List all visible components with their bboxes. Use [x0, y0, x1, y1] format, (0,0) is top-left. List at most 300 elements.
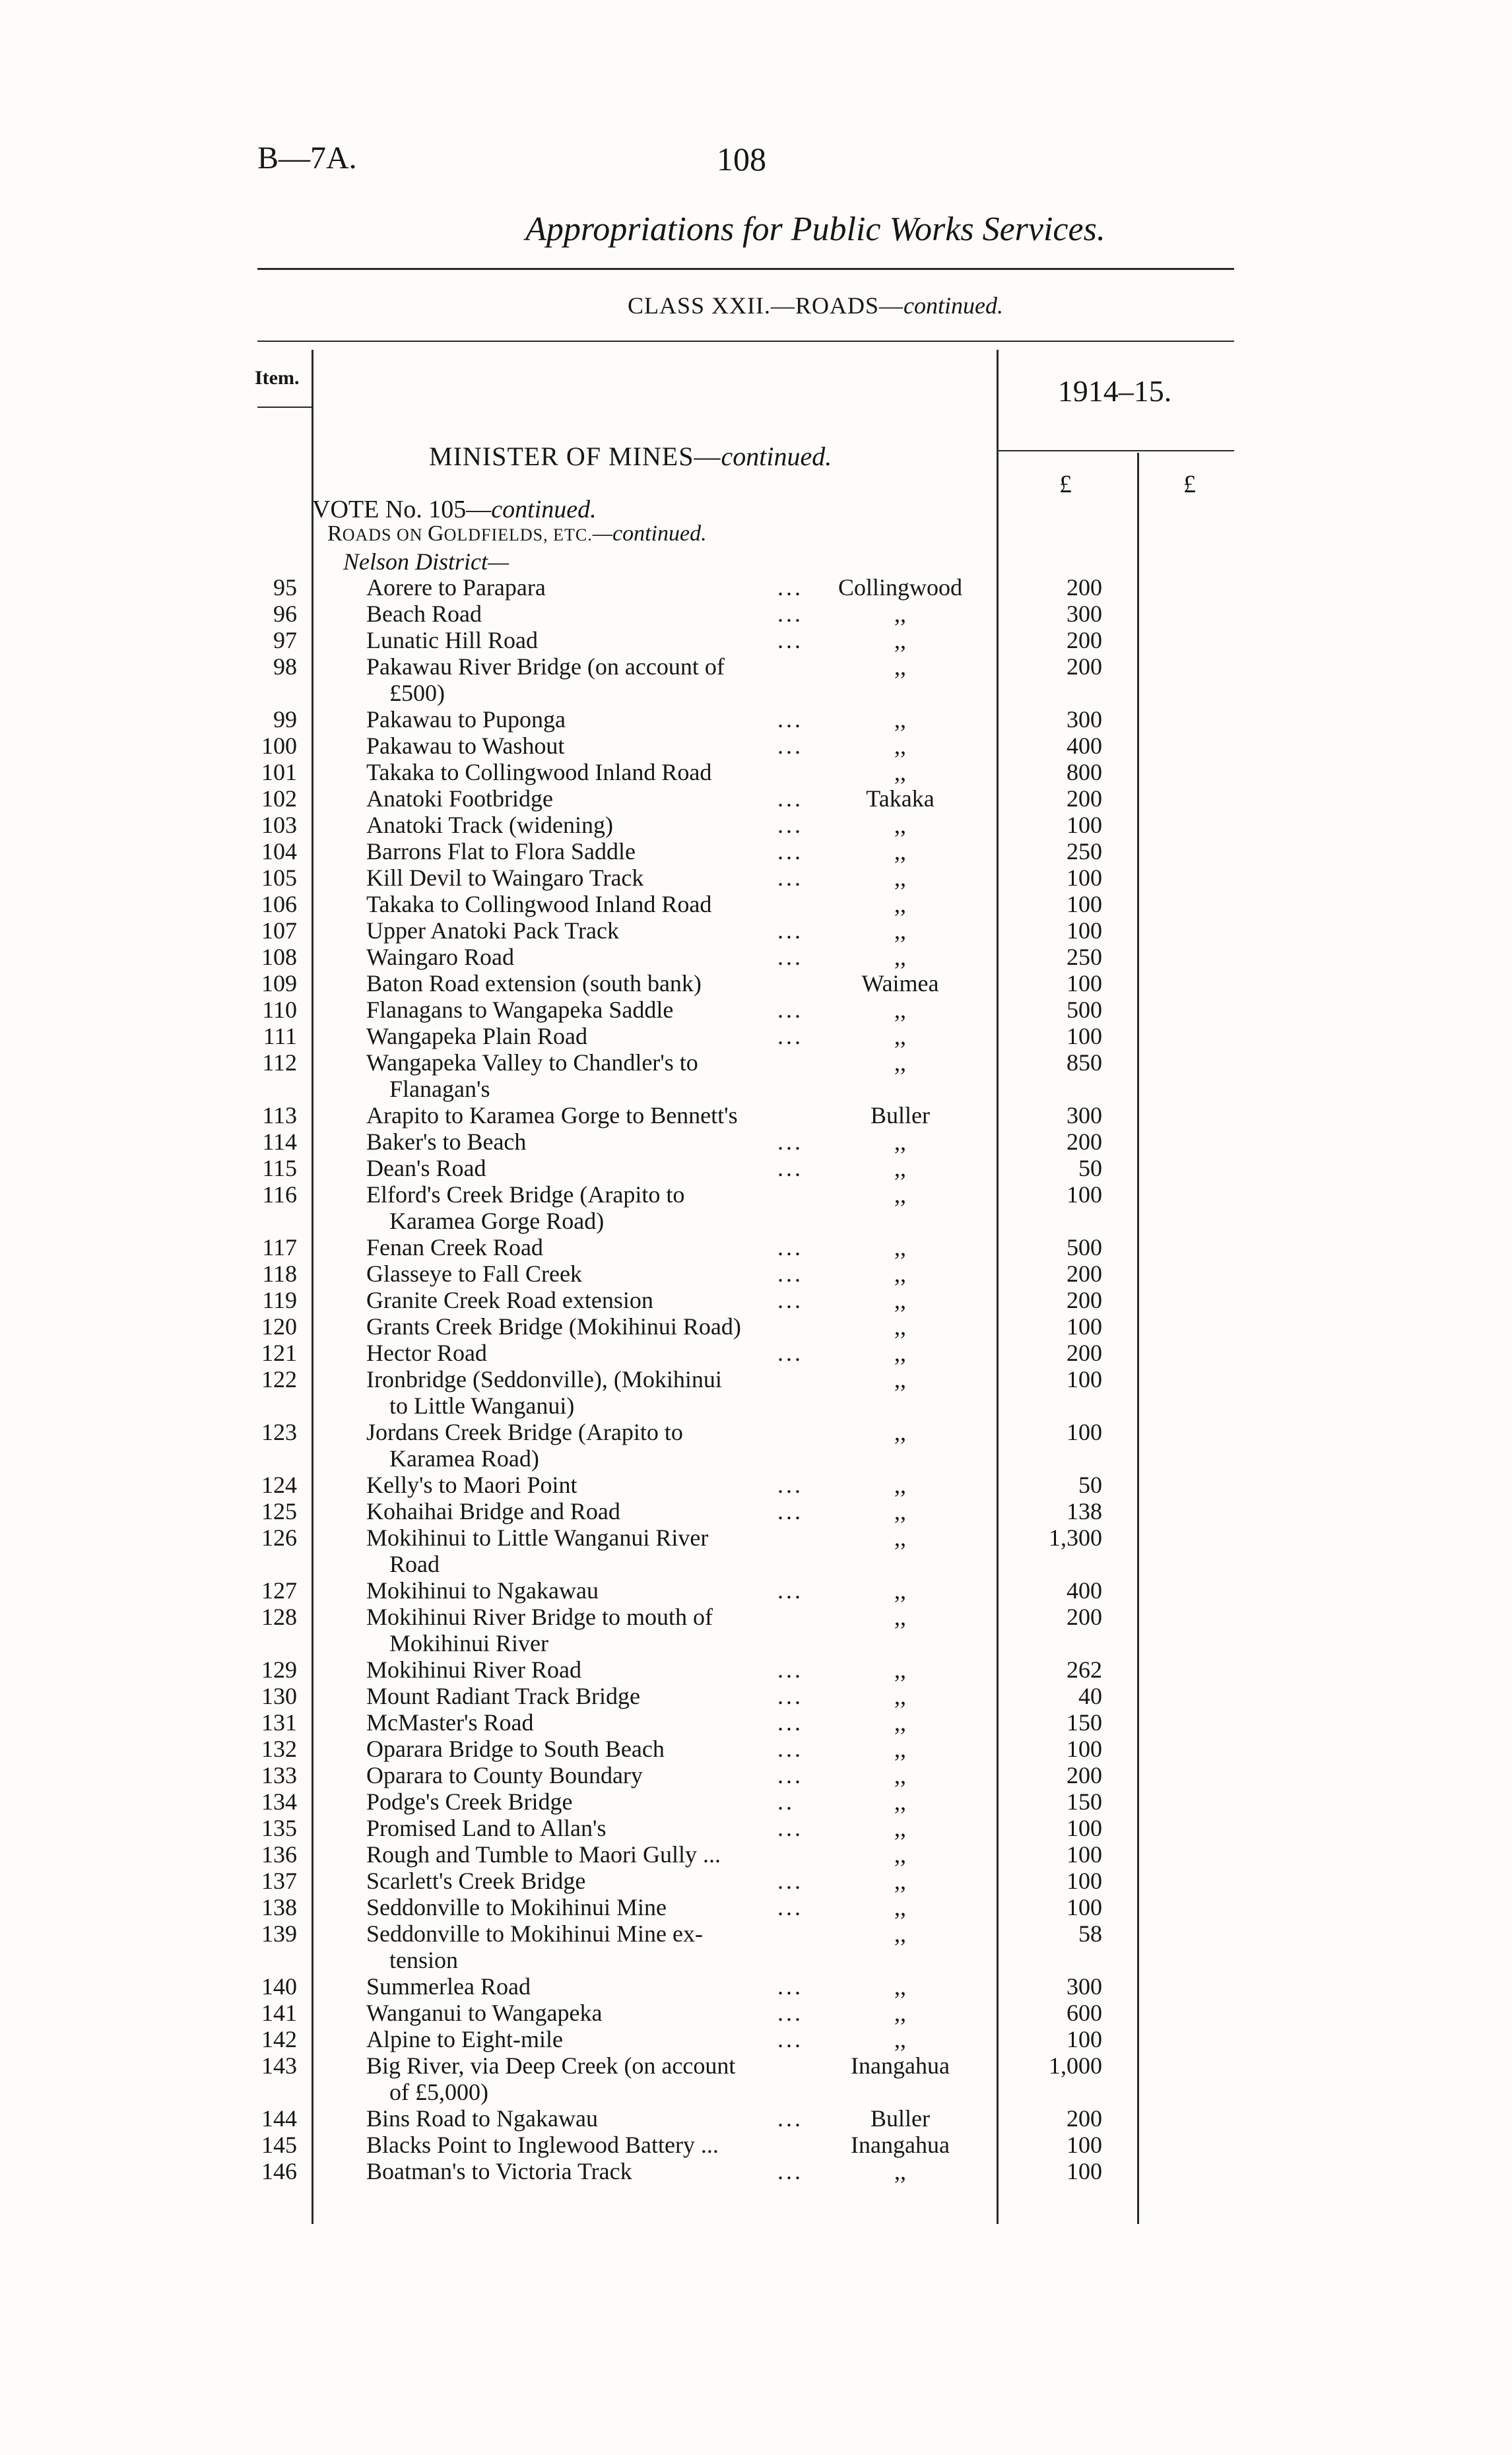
- electoral-district: ,,: [894, 812, 906, 838]
- item-description-continued: Flanagan's: [389, 1076, 490, 1102]
- table-row: [0, 1155, 1512, 1181]
- electoral-district: ,,: [894, 1604, 906, 1630]
- vote-heading-continued: continued.: [491, 496, 597, 523]
- amount: 200: [1067, 1604, 1102, 1630]
- electoral-district: ,,: [894, 1524, 906, 1551]
- item-description: Oparara to County Boundary: [366, 1762, 643, 1788]
- table-row: [0, 1894, 1512, 1920]
- item-column-header: Item.: [255, 367, 300, 389]
- item-number: 110: [262, 997, 297, 1023]
- electoral-district: ,,: [894, 706, 906, 733]
- amount: 58: [1078, 1920, 1102, 1947]
- table-row: [0, 2052, 1512, 2079]
- electoral-district: ,,: [894, 917, 906, 944]
- item-description: Kelly's to Maori Point: [366, 1472, 577, 1498]
- table-row: [0, 1868, 1512, 1894]
- item-number: 140: [261, 1973, 297, 2000]
- amount: 100: [1067, 1815, 1102, 1841]
- electoral-district: ,,: [894, 838, 906, 865]
- electoral-district: ,,: [894, 1868, 906, 1894]
- electoral-district: ,,: [894, 1656, 906, 1683]
- item-description: Ironbridge (Seddonville), (Mokihinui: [366, 1366, 722, 1392]
- table-row: [0, 1366, 1512, 1392]
- roads-subheading-g: G: [428, 521, 444, 546]
- item-number: 100: [261, 733, 297, 759]
- amount: 50: [1078, 1472, 1102, 1498]
- amount: 850: [1067, 1049, 1102, 1076]
- item-description: Anatoki Footbridge: [366, 785, 553, 812]
- item-number: 142: [261, 2026, 297, 2052]
- leader-dots: ...: [777, 1656, 803, 1683]
- table-row: [0, 1419, 1512, 1445]
- amount: 100: [1067, 1868, 1102, 1894]
- item-description: Wangapeka Plain Road: [366, 1023, 588, 1049]
- item-number: 97: [273, 627, 297, 653]
- table-row: [0, 1524, 1512, 1551]
- item-description: Scarlett's Creek Bridge: [366, 1868, 586, 1894]
- amount: 1,000: [1049, 2052, 1102, 2079]
- table-row: [0, 785, 1512, 812]
- item-number: 113: [262, 1102, 297, 1129]
- item-number: 128: [261, 1604, 297, 1630]
- amount: 600: [1067, 2000, 1102, 2026]
- item-number: 118: [262, 1260, 297, 1287]
- table-row: [0, 653, 1512, 680]
- electoral-district: ,,: [894, 1815, 906, 1841]
- item-number: 102: [261, 785, 297, 812]
- item-number: 95: [273, 574, 297, 601]
- item-number: 121: [261, 1340, 297, 1366]
- amount: 200: [1067, 785, 1102, 812]
- amount: 300: [1067, 601, 1102, 627]
- amount: 100: [1067, 2158, 1102, 2184]
- item-description: Rough and Tumble to Maori Gully ...: [366, 1841, 721, 1868]
- document-reference: B—7A.: [257, 141, 357, 176]
- item-description: Mokihinui to Ngakawau: [366, 1577, 599, 1604]
- electoral-district: ,,: [894, 1129, 906, 1155]
- electoral-district: Collingwood: [838, 574, 962, 601]
- table-row-continuation: [0, 680, 1512, 706]
- item-description: Takaka to Collingwood Inland Road: [366, 759, 712, 785]
- amount: 100: [1067, 812, 1102, 838]
- table-row: [0, 574, 1512, 601]
- table-row: [0, 2000, 1512, 2026]
- item-number: 134: [261, 1788, 297, 1815]
- item-number: 146: [261, 2158, 297, 2184]
- electoral-district: ,,: [894, 1023, 906, 1049]
- amount: 100: [1067, 1419, 1102, 1445]
- table-row: [0, 1260, 1512, 1287]
- amount: 200: [1067, 1287, 1102, 1313]
- leader-dots: ...: [777, 838, 803, 865]
- item-description-continued: of £5,000): [389, 2079, 488, 2105]
- vote-heading: [312, 495, 597, 524]
- table-row: [0, 1234, 1512, 1260]
- item-description: Baker's to Beach: [366, 1129, 527, 1155]
- table-row: [0, 2105, 1512, 2132]
- table-row: [0, 1656, 1512, 1683]
- class-heading-continued: continued.: [904, 292, 1003, 319]
- amount: 800: [1067, 759, 1102, 785]
- item-number: 104: [261, 838, 297, 865]
- table-row: [0, 944, 1512, 970]
- leader-dots: ...: [777, 1287, 803, 1313]
- class-heading: [0, 292, 1512, 319]
- table-row: [0, 917, 1512, 944]
- item-number: 108: [261, 944, 297, 970]
- table-row: [0, 1577, 1512, 1604]
- electoral-district: ,,: [894, 2158, 906, 2184]
- amount: 400: [1067, 733, 1102, 759]
- table-row: [0, 1788, 1512, 1815]
- roads-subheading: [327, 521, 707, 546]
- leader-dots: ...: [777, 706, 803, 733]
- roads-subheading-r: R: [327, 521, 343, 546]
- electoral-district: Inangahua: [851, 2132, 950, 2158]
- table-row: [0, 1920, 1512, 1947]
- amount: 200: [1067, 2105, 1102, 2132]
- vote-heading-text: VOTE No. 105—: [312, 496, 492, 523]
- amount: 200: [1067, 1340, 1102, 1366]
- item-number: 129: [261, 1656, 297, 1683]
- electoral-district: ,,: [894, 1736, 906, 1762]
- table-row: [0, 812, 1512, 838]
- leader-dots: ...: [777, 865, 803, 891]
- table-row-continuation: [0, 1076, 1512, 1102]
- table-row: [0, 1102, 1512, 1129]
- electoral-district: ,,: [894, 759, 906, 785]
- table-row: [0, 759, 1512, 785]
- item-number: 130: [261, 1683, 297, 1709]
- item-number: 126: [261, 1524, 297, 1551]
- item-number: 127: [261, 1577, 297, 1604]
- table-row: [0, 1181, 1512, 1208]
- pound-sign-column-2: £: [1183, 471, 1196, 498]
- item-description: McMaster's Road: [366, 1709, 534, 1736]
- item-description: Pakawau to Washout: [366, 733, 565, 759]
- electoral-district: ,,: [894, 653, 906, 680]
- item-description: Dean's Road: [366, 1155, 486, 1181]
- district-heading: Nelson District—: [343, 548, 509, 575]
- leader-dots: ..: [777, 1788, 795, 1815]
- amount: 500: [1067, 1234, 1102, 1260]
- item-number: 137: [261, 1868, 297, 1894]
- table-row: [0, 2158, 1512, 2184]
- table-row: [0, 1736, 1512, 1762]
- item-number: 106: [261, 891, 297, 917]
- item-description-continued: Mokihinui River: [389, 1630, 548, 1656]
- table-row: [0, 1049, 1512, 1076]
- amount: 150: [1067, 1788, 1102, 1815]
- electoral-district: Buller: [871, 2105, 930, 2132]
- amount: 262: [1067, 1656, 1102, 1683]
- leader-dots: ...: [777, 1868, 803, 1894]
- leader-dots: ...: [777, 601, 803, 627]
- item-number: 111: [263, 1023, 297, 1049]
- table-row: [0, 1287, 1512, 1313]
- table-row: [0, 970, 1512, 997]
- item-number: 99: [273, 706, 297, 733]
- item-description: Jordans Creek Bridge (Arapito to: [366, 1419, 683, 1445]
- item-description: Grants Creek Bridge (Mokihinui Road): [366, 1313, 741, 1340]
- page-title: Appropriations for Public Works Services.: [525, 211, 1105, 248]
- roads-subheading-g-rest: OLDFIELDS, ETC.: [444, 525, 593, 544]
- table-row: [0, 706, 1512, 733]
- table-row-continuation: [0, 1392, 1512, 1419]
- item-number: 139: [261, 1920, 297, 1947]
- item-description: Elford's Creek Bridge (Arapito to: [366, 1181, 685, 1208]
- amount: 100: [1067, 891, 1102, 917]
- item-description: Arapito to Karamea Gorge to Bennett's: [366, 1102, 738, 1129]
- electoral-district: ,,: [894, 1498, 906, 1524]
- pound-sign-column-1: £: [1059, 471, 1072, 498]
- item-description: Beach Road: [366, 601, 482, 627]
- amount: 300: [1067, 706, 1102, 733]
- amount: 100: [1067, 1313, 1102, 1340]
- item-description-continued: Road: [389, 1551, 440, 1577]
- item-number: 105: [261, 865, 297, 891]
- amount: 100: [1067, 1181, 1102, 1208]
- item-description: Boatman's to Victoria Track: [366, 2158, 632, 2184]
- electoral-district: ,,: [894, 627, 906, 653]
- item-number: 119: [262, 1287, 297, 1313]
- electoral-district: ,,: [894, 1049, 906, 1076]
- electoral-district: ,,: [894, 1472, 906, 1498]
- year-column-header: 1914–15.: [1057, 374, 1172, 408]
- item-description: Lunatic Hill Road: [366, 627, 538, 653]
- electoral-district: ,,: [894, 1709, 906, 1736]
- item-description: Promised Land to Allan's: [366, 1815, 607, 1841]
- item-number: 132: [261, 1736, 297, 1762]
- leader-dots: ...: [777, 2026, 803, 2052]
- item-number: 112: [262, 1049, 297, 1076]
- electoral-district: ,,: [894, 1181, 906, 1208]
- item-description-continued: Karamea Gorge Road): [389, 1208, 605, 1234]
- item-description: Pakawau to Puponga: [366, 706, 566, 733]
- ministry-heading-continued: continued.: [721, 442, 832, 471]
- electoral-district: Buller: [871, 1102, 930, 1129]
- item-number: 117: [262, 1234, 297, 1260]
- roads-subheading-continued: —continued.: [592, 521, 707, 546]
- electoral-district: ,,: [894, 944, 906, 970]
- item-description-continued: to Little Wanganui): [389, 1392, 575, 1419]
- item-number: 101: [261, 759, 297, 785]
- leader-dots: ...: [777, 2158, 803, 2184]
- table-row: [0, 1472, 1512, 1498]
- amount: 100: [1067, 1894, 1102, 1920]
- table-row: [0, 891, 1512, 917]
- table-row: [0, 1762, 1512, 1788]
- table-row-continuation: [0, 1630, 1512, 1656]
- table-row: [0, 1709, 1512, 1736]
- electoral-district: ,,: [894, 1287, 906, 1313]
- amount: 200: [1067, 1260, 1102, 1287]
- title-rule: [257, 268, 1234, 270]
- table-row: [0, 601, 1512, 627]
- amount: 250: [1067, 838, 1102, 865]
- item-description: Pakawau River Bridge (on account of: [366, 653, 725, 680]
- item-description: Glasseye to Fall Creek: [366, 1260, 582, 1287]
- amount: 100: [1067, 917, 1102, 944]
- amount: 400: [1067, 1577, 1102, 1604]
- amount: 200: [1067, 1762, 1102, 1788]
- table-top-rule: [257, 341, 1234, 342]
- table-row-continuation: [0, 1551, 1512, 1577]
- item-number: 116: [262, 1181, 297, 1208]
- page-number: 108: [717, 141, 766, 178]
- table-row-continuation: [0, 2079, 1512, 2105]
- leader-dots: ...: [777, 1736, 803, 1762]
- leader-dots: ...: [777, 627, 803, 653]
- item-description: Summerlea Road: [366, 1973, 531, 2000]
- amount: 1,300: [1049, 1524, 1102, 1551]
- item-description: Mount Radiant Track Bridge: [366, 1683, 640, 1709]
- electoral-district: ,,: [894, 1762, 906, 1788]
- item-description: Bins Road to Ngakawau: [366, 2105, 598, 2132]
- leader-dots: ...: [777, 2105, 803, 2132]
- electoral-district: ,,: [894, 733, 906, 759]
- leader-dots: ...: [777, 574, 803, 601]
- table-row-continuation: [0, 1208, 1512, 1234]
- item-description: Kohaihai Bridge and Road: [366, 1498, 620, 1524]
- item-description: Big River, via Deep Creek (on account: [366, 2052, 736, 2079]
- leader-dots: ...: [777, 1260, 803, 1287]
- electoral-district: ,,: [894, 601, 906, 627]
- leader-dots: ...: [777, 1815, 803, 1841]
- item-description: Podge's Creek Bridge: [366, 1788, 573, 1815]
- leader-dots: ...: [777, 1472, 803, 1498]
- item-number: 115: [262, 1155, 297, 1181]
- item-description: Mokihinui to Little Wanganui River: [366, 1524, 709, 1551]
- table-row: [0, 627, 1512, 653]
- electoral-district: ,,: [894, 1920, 906, 1947]
- table-row: [0, 1498, 1512, 1524]
- item-description-continued: Karamea Road): [389, 1445, 539, 1472]
- item-description: Kill Devil to Waingaro Track: [366, 865, 644, 891]
- item-description: Mokihinui River Road: [366, 1656, 581, 1683]
- amount: 50: [1078, 1155, 1102, 1181]
- table-row: [0, 2132, 1512, 2158]
- amount: 300: [1067, 1102, 1102, 1129]
- amount: 250: [1067, 944, 1102, 970]
- electoral-district: ,,: [894, 1788, 906, 1815]
- electoral-district: ,,: [894, 997, 906, 1023]
- leader-dots: ...: [777, 1973, 803, 2000]
- amount: 100: [1067, 1366, 1102, 1392]
- electoral-district: ,,: [894, 1366, 906, 1392]
- amount: 200: [1067, 627, 1102, 653]
- table-row: [0, 1313, 1512, 1340]
- leader-dots: ...: [777, 785, 803, 812]
- table-row: [0, 865, 1512, 891]
- item-number: 98: [273, 653, 297, 680]
- item-number: 109: [261, 970, 297, 997]
- item-description: Alpine to Eight-mile: [366, 2026, 563, 2052]
- leader-dots: ...: [777, 1498, 803, 1524]
- item-number: 107: [261, 917, 297, 944]
- leader-dots: ...: [777, 2000, 803, 2026]
- leader-dots: ...: [777, 1340, 803, 1366]
- electoral-district: Waimea: [861, 970, 939, 997]
- item-number: 131: [261, 1709, 297, 1736]
- item-description-continued: tension: [389, 1947, 458, 1973]
- item-number: 122: [261, 1366, 297, 1392]
- electoral-district: ,,: [894, 891, 906, 917]
- item-description: Granite Creek Road extension: [366, 1287, 653, 1313]
- amount: 200: [1067, 653, 1102, 680]
- item-number: 123: [261, 1419, 297, 1445]
- table-row: [0, 1841, 1512, 1868]
- item-description: Blacks Point to Inglewood Battery ...: [366, 2132, 719, 2158]
- item-number: 114: [262, 1129, 297, 1155]
- electoral-district: ,,: [894, 1419, 906, 1445]
- item-description: Barrons Flat to Flora Saddle: [366, 838, 636, 865]
- roads-subheading-r-rest: OADS ON: [342, 525, 428, 544]
- item-number: 124: [261, 1472, 297, 1498]
- amount: 100: [1067, 1736, 1102, 1762]
- table-row: [0, 1340, 1512, 1366]
- electoral-district: ,,: [894, 1577, 906, 1604]
- electoral-district: ,,: [894, 1234, 906, 1260]
- amount: 138: [1067, 1498, 1102, 1524]
- leader-dots: ...: [777, 1762, 803, 1788]
- item-description: Wangapeka Valley to Chandler's to: [366, 1049, 698, 1076]
- leader-dots: ...: [777, 1155, 803, 1181]
- table-row-continuation: [0, 1445, 1512, 1472]
- item-number: 136: [261, 1841, 297, 1868]
- leader-dots: ...: [777, 1894, 803, 1920]
- amount: 200: [1067, 1129, 1102, 1155]
- amount: 300: [1067, 1973, 1102, 2000]
- amount: 100: [1067, 970, 1102, 997]
- item-number: 96: [273, 601, 297, 627]
- leader-dots: ...: [777, 1023, 803, 1049]
- amount: 100: [1067, 1023, 1102, 1049]
- leader-dots: ...: [777, 1129, 803, 1155]
- item-number: 138: [261, 1894, 297, 1920]
- table-row: [0, 2026, 1512, 2052]
- leader-dots: ...: [777, 812, 803, 838]
- table-row: [0, 733, 1512, 759]
- leader-dots: ...: [777, 917, 803, 944]
- class-heading-text: CLASS XXII.—ROADS—: [627, 292, 904, 319]
- table-row: [0, 1815, 1512, 1841]
- item-description-continued: £500): [389, 680, 445, 706]
- electoral-district: ,,: [894, 1313, 906, 1340]
- leader-dots: ...: [777, 997, 803, 1023]
- item-number: 120: [261, 1313, 297, 1340]
- amount: 150: [1067, 1709, 1102, 1736]
- item-description: Hector Road: [366, 1340, 487, 1366]
- electoral-district: ,,: [894, 2026, 906, 2052]
- electoral-district: ,,: [894, 1155, 906, 1181]
- electoral-district: Inangahua: [851, 2052, 950, 2079]
- table-row: [0, 997, 1512, 1023]
- leader-dots: ...: [777, 1577, 803, 1604]
- electoral-district: ,,: [894, 1340, 906, 1366]
- electoral-district: ,,: [894, 1894, 906, 1920]
- electoral-district: ,,: [894, 1260, 906, 1287]
- leader-dots: ...: [777, 1709, 803, 1736]
- leader-dots: ...: [777, 1234, 803, 1260]
- electoral-district: ,,: [894, 1841, 906, 1868]
- year-header-rule: [998, 450, 1234, 451]
- item-description: Fenan Creek Road: [366, 1234, 543, 1260]
- amount: 100: [1067, 2132, 1102, 2158]
- item-number: 103: [261, 812, 297, 838]
- item-number: 144: [261, 2105, 297, 2132]
- item-description: Upper Anatoki Pack Track: [366, 917, 619, 944]
